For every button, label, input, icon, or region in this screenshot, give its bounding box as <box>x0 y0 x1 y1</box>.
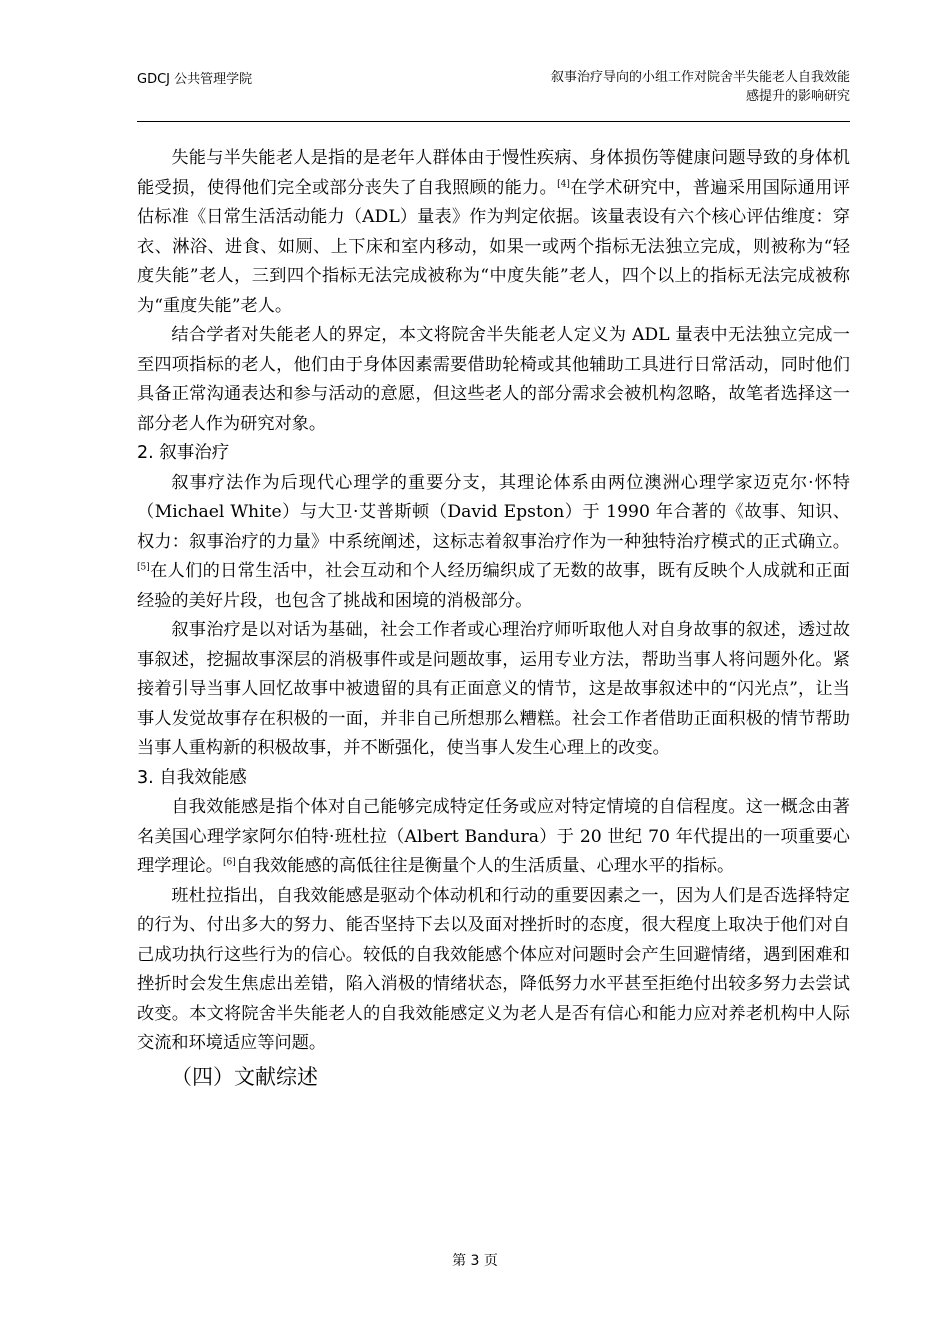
citation-6: [6] <box>222 857 236 868</box>
header-school: GDCJ 公共管理学院 <box>137 72 253 87</box>
paragraph-narrative-method: 叙事治疗是以对话为基础，社会工作者或心理治疗师听取他人对自身故事的叙述，透过故事叙述，挖掘故事深层的消极事件或是问题故事，运用专业方法，帮助当事人将问题外化。紧接着引导当事人回忆故事中被遗留的具有正面意义的情节，这是故事叙述中的“闪光点”，让当事人发觉故事存在积极的一面，并非自己所想那么糟糕。社会工作者借助正面积极的情节帮助当事人重构新的积极故事，并不断强化，使当事人发生心理上的改变。 <box>137 620 850 758</box>
heading-literature-review: （四）文献综述 <box>171 1064 318 1089</box>
header-divider <box>137 121 850 122</box>
page-body <box>137 144 850 1093</box>
heading-narrative-therapy: 2. 叙事治疗 <box>137 443 230 463</box>
paragraph-disability-definition: 失能与半失能老人是指的是老年人群体由于慢性疾病、身体损伤等健康问题导致的身体机能受损，使得他们完全或部分丧失了自我照顾的能力。[4]在学术研究中，普遍采用国际通用评估标准《日常生活活动能力（ADL）量表》作为判定依据。该量表设有六个核心评估维度：穿衣、淋浴、进食、如厕、上下床和室内移动，如果一或两个指标无法独立完成，则被称为“轻度失能”老人，三到四个指标无法完成被称为“中度失能”老人，四个以上的指标无法完成被称为“重度失能”老人。 <box>137 148 850 316</box>
header-title: 叙事治疗导向的小组工作对院舍半失能老人自我效能感提升的影响研究 <box>550 70 850 104</box>
citation-5: [5] <box>137 562 150 573</box>
citation-4: [4] <box>557 178 570 189</box>
paragraph-bandura: 班杜拉指出，自我效能感是驱动个体动机和行动的重要因素之一，因为人们是否选择特定的行为、付出多大的努力、能否坚持下去以及面对挫折时的态度，很大程度上取决于他们对自己成功执行这些行为的信心。较低的自我效能感个体应对问题时会产生回避情绪，遇到困难和挫折时会发生焦虑出差错，陷入消极的情绪状态，降低努力水平甚至拒绝付出较多努力去尝试改变。本文将院舍半失能老人的自我效能感定义为老人是否有信心和能力应对养老机构中人际交流和环境适应等问题。 <box>137 885 850 1053</box>
paragraph-research-subject: 结合学者对失能老人的界定，本文将院舍半失能老人定义为 ADL 量表中无法独立完成一至四项指标的老人，他们由于身体因素需要借助轮椅或其他辅助工具进行日常活动，同时他们具备正常沟通表达和参与活动的意愿，但这些老人的部分需求会被机构忽略，故笔者选择这一部分老人作为研究对象。 <box>137 325 850 434</box>
page-number: 第 3 页 <box>452 1253 498 1269</box>
paragraph-narrative-origin: 叙事疗法作为后现代心理学的重要分支，其理论体系由两位澳洲心理学家迈克尔·怀特（Michael White）与大卫·艾普斯顿（David Epston）于 1990 年合著的《故事、知识、权力：叙事治疗的力量》中系统阐述，这标志着叙事治疗作为一种独特治疗模式的正式确立。[5]在人们的日常生活中，社会互动和个人经历编织成了无数的故事，既有反映个人成就和正面经验的美好片段，也包含了挑战和困境的消极部分。 <box>137 472 850 611</box>
heading-self-efficacy: 3. 自我效能感 <box>137 767 247 788</box>
paragraph-efficacy-definition: 自我效能感是指个体对自己能够完成特定任务或应对特定情境的自信程度。这一概念由著名美国心理学家阿尔伯特·班杜拉（Albert Bandura）于 20 世纪 70 年代提出的一项重要心理学理论。[6]自我效能感的高低往往是衡量个人的生活质量、心理水平的指标。 <box>137 797 850 876</box>
